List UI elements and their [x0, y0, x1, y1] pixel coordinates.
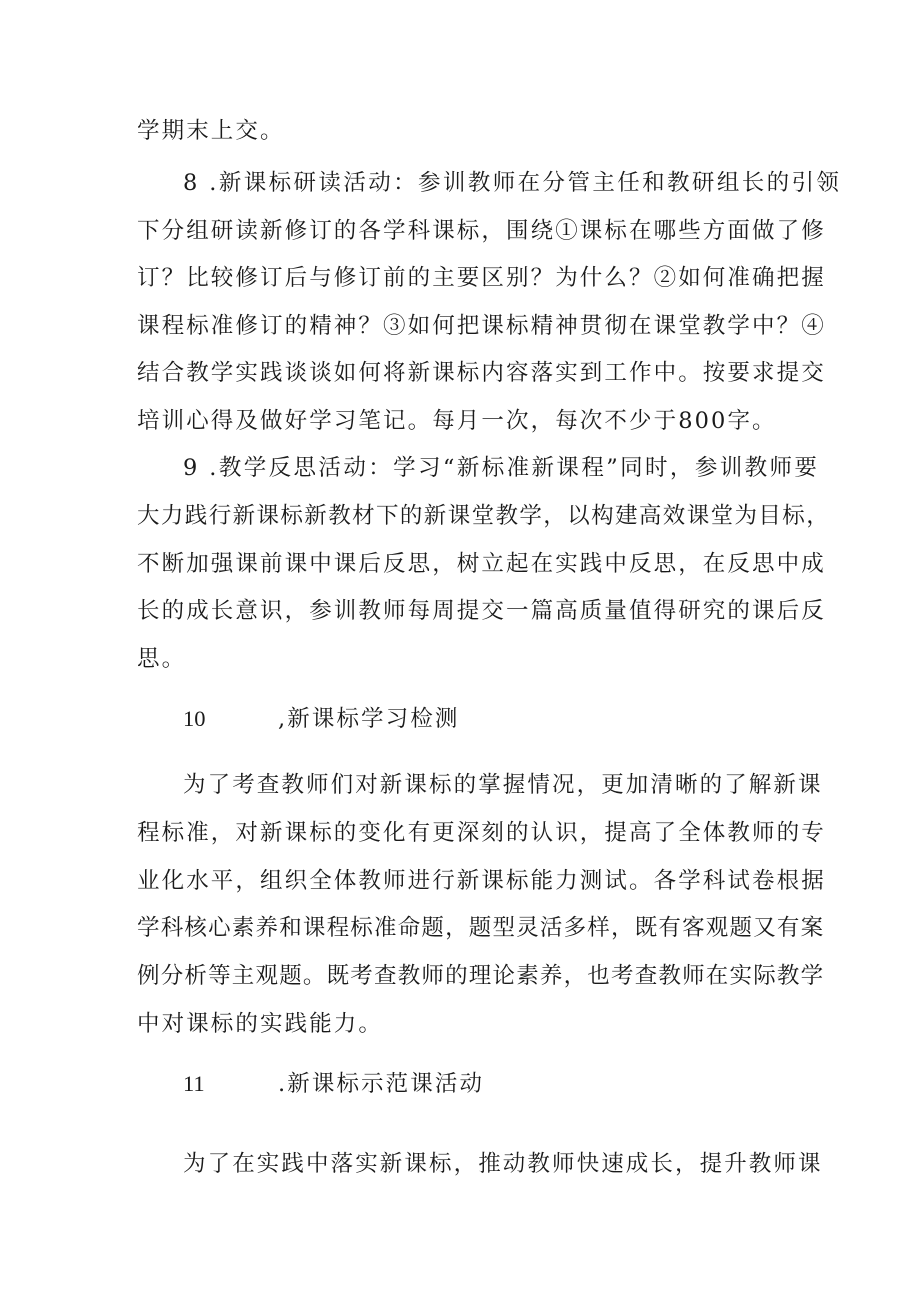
text-line: 学科核心素养和课程标准命题，题型灵活多样，既有客观题又有案 — [137, 915, 825, 941]
section-number: 11 — [183, 1071, 205, 1096]
section-heading-10 — [183, 704, 843, 734]
text-line: 学期末上交。 — [137, 118, 285, 144]
text-line: 中对课标的实践能力。 — [137, 1011, 384, 1037]
text-line: 结合教学实践谈谈如何将新课标内容落实到工作中。按要求提交 — [137, 360, 826, 386]
text-line: 不断加强课前课中课后反思，树立起在实践中反思，在反思中成 — [137, 551, 826, 577]
text-line: 为了考查教师们对新课标的掌握情况，更加清晰的了解新课 — [183, 772, 823, 798]
section-number: 10 — [183, 706, 206, 731]
text-line: 下分组研读新修订的各学科课标，围绕①课标在哪些方面做了修 — [137, 218, 826, 244]
section-title: .新课标示范课活动 — [278, 1071, 485, 1097]
text-line: 例分析等主观题。既考查教师的理论素养，也考查教师在实际教学 — [137, 963, 825, 989]
text-line: 9 .教学反思活动：学习“新标准新课程”同时，参训教师要 — [183, 455, 820, 481]
text-line: 业化水平，组织全体教师进行新课标能力测试。各学科试卷根据 — [137, 868, 826, 894]
text-line: 长的成长意识，参训教师每周提交一篇高质量值得研究的课后反 — [137, 598, 826, 624]
text-line: 为了在实践中落实新课标，推动教师快速成长，提升教师课 — [183, 1151, 823, 1177]
text-line: 订？比较修订后与修订前的主要区别？为什么？②如何准确把握 — [137, 265, 826, 291]
section-title: ,新课标学习检测 — [278, 706, 460, 732]
text-line: 培训心得及做好学习笔记。每月一次，每次不少于800字。 — [137, 408, 777, 434]
text-line: 思。 — [137, 646, 187, 672]
text-line: 课程标准修订的精神？③如何把课标精神贯彻在课堂教学中？④ — [137, 313, 826, 339]
text-line: 大力践行新课标新教材下的新课堂教学，以构建高效课堂为目标， — [137, 503, 831, 529]
text-line: 8 .新课标研读活动：参训教师在分管主任和教研组长的引领 — [183, 170, 842, 196]
text-line: 程标准，对新课标的变化有更深刻的认识，提高了全体教师的专 — [137, 820, 826, 846]
section-heading-11 — [183, 1069, 843, 1099]
